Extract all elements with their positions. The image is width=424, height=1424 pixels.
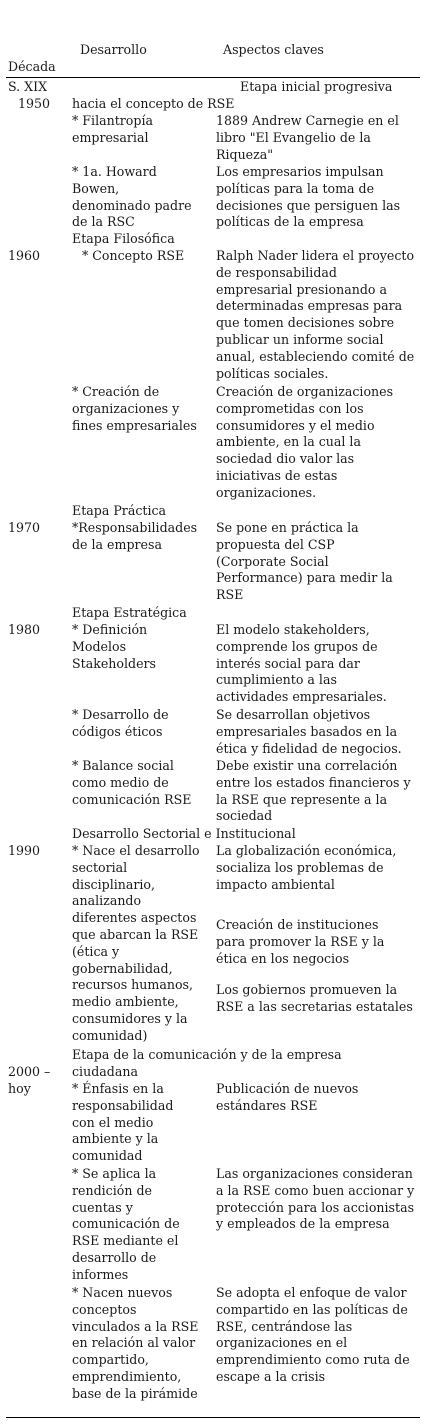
- aspect-1980-objectives: Se desarrollan objetivos empresariales basados en la ética y fidelidad de negocios.: [216, 707, 402, 756]
- development-1960-organizations: * Creación de organizaciones y fines empresariales: [72, 384, 197, 433]
- header-key-aspects: Aspectos claves: [223, 42, 324, 57]
- development-1980-ethics-codes: * Desarrollo de códigos éticos: [72, 707, 169, 739]
- decade-sxix: S. XIX: [8, 79, 48, 94]
- decade-1960: 1960: [8, 248, 41, 263]
- stage-1990: Desarrollo Sectorial e Institucional: [72, 826, 296, 841]
- table-bottom-rule: [6, 1417, 420, 1418]
- aspect-1990-globalization: La globalización económica, socializa los problemas de impacto ambiental: [216, 843, 397, 892]
- development-1990-sectorial: * Nace el desarrollo sectorial disciplinario, analizando diferentes aspectos que abarcan la RSE (ética y gobernabilidad, recursos humanos, medio ambiente, consumidores y la comunidad): [72, 843, 200, 1043]
- decade-1980: 1980: [8, 622, 41, 637]
- stage-sxix-right: Etapa inicial progresiva: [240, 79, 393, 94]
- decade-1970: 1970: [8, 520, 41, 535]
- aspect-1990-governments: Los gobiernos promueven la RSE a las secretarias estatales: [216, 982, 413, 1014]
- stage-1980: Etapa Estratégica: [72, 605, 187, 620]
- development-1950-bowen: * 1a. Howard Bowen, denominado padre de la RSC: [72, 164, 192, 230]
- aspect-1950-carnegie: 1889 Andrew Carnegie en el libro "El Evangelio de la Riqueza": [216, 113, 399, 162]
- development-1950-philanthropy: * Filantropía empresarial: [72, 113, 153, 145]
- aspect-1950-policies: Los empresarios impulsan políticas para la toma de decisiones que persiguen las políticas de la empresa: [216, 164, 401, 230]
- aspect-1970-csp: Se pone en práctica la propuesta del CSP (Corporate Social Performance) para medir la RSE: [216, 520, 393, 603]
- aspect-2000-standards: Publicación de nuevos estándares RSE: [216, 1081, 359, 1113]
- decade-1950: 1950: [18, 96, 51, 111]
- stage-1970: Etapa Práctica: [72, 503, 167, 518]
- decade-2000: 2000 – hoy: [8, 1064, 51, 1096]
- aspect-2000-organizations: Las organizaciones consideran a la RSE como buen accionar y protección para los accionistas y empleados de la empresa: [216, 1166, 415, 1232]
- header-rule: [6, 77, 420, 78]
- decade-1990: 1990: [8, 843, 41, 858]
- header-development: Desarrollo: [80, 42, 147, 57]
- development-1970-responsibilities: *Responsabilidades de la empresa: [72, 520, 198, 552]
- aspect-1980-stakeholders: El modelo stakeholders, comprende los grupos de interés social para dar cumplimiento a las actividades empresariales.: [216, 622, 387, 705]
- development-2000-environment: * Énfasis en la responsabilidad con el medio ambiente y la comunidad: [72, 1081, 174, 1164]
- aspect-1960-nader: Ralph Nader lidera el proyecto de responsabilidad empresarial presionando a determinadas empresas para que tomen decisiones sobre publicar un informe social anual, estableciendo comité de políticas sociales.: [216, 248, 415, 381]
- stage-2000: Etapa de la comunicación y de la empresa ciudadana: [72, 1047, 342, 1079]
- development-2000-accountability: * Se aplica la rendición de cuentas y comunicación de RSE mediante el desarrollo de informes: [72, 1166, 180, 1282]
- development-2000-new-concepts: * Nacen nuevos conceptos vinculados a la RSE en relación al valor compartido, emprendimiento, base de la pirámide: [72, 1285, 199, 1401]
- aspect-1990-institutions: Creación de instituciones para promover la RSE y la ética en los negocios: [216, 917, 385, 966]
- header-decade: Década: [8, 59, 56, 74]
- development-1980-social-balance: * Balance social como medio de comunicación RSE: [72, 758, 192, 807]
- aspect-1980-correlation: Debe existir una correlación entre los estados financieros y la RSE que represente a la sociedad: [216, 758, 411, 824]
- aspect-1960-organizations: Creación de organizaciones comprometidas con los consumidores y el medio ambiente, en la cual la sociedad dio valor las iniciativas de estas organizaciones.: [216, 384, 394, 500]
- development-1960-concept: * Concepto RSE: [82, 248, 185, 263]
- stage-1950: hacia el concepto de RSE: [72, 96, 235, 111]
- stage-1960: Etapa Filosófica: [72, 231, 175, 246]
- development-1980-stakeholders: * Definición Modelos Stakeholders: [72, 622, 156, 671]
- aspect-2000-shared-value: Se adopta el enfoque de valor compartido en las políticas de RSE, centrándose las organizaciones en el emprendimiento como ruta de escape a la crisis: [216, 1285, 410, 1384]
